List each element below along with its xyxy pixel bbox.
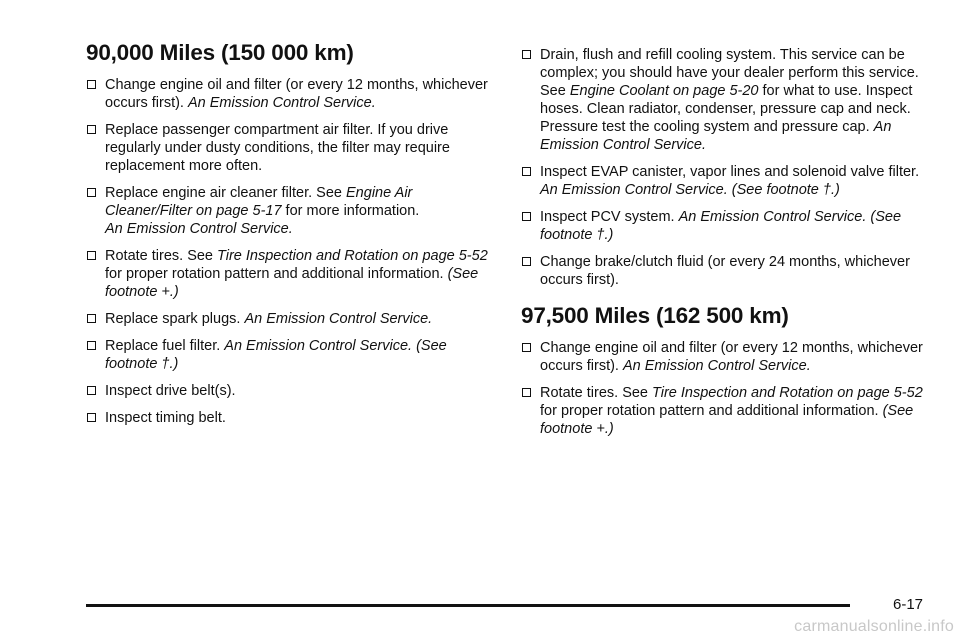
list-item: Replace fuel filter. An Emission Control Service. (See footnote †.) [86,337,498,373]
checkbox-icon [522,212,531,221]
list-item: Inspect PCV system. An Emission Control Service. (See footnote †.) [521,208,931,244]
checkbox-icon [87,413,96,422]
list-item: Change engine oil and filter (or every 12 months, whichever occurs first). An Emission Control Service. [521,339,931,375]
left-column [86,40,498,436]
list-item: Change engine oil and filter (or every 12 months, whichever occurs first). An Emission Control Service. [86,76,498,112]
list-item: Rotate tires. See Tire Inspection and Rotation on page 5-52 for proper rotation pattern and additional information. (See footnote +.) [86,247,498,301]
list-item: Inspect EVAP canister, vapor lines and solenoid valve filter. An Emission Control Service. (See footnote †.) [521,163,931,199]
checklist-90000 [86,76,498,427]
section-heading-90000: 90,000 Miles (150 000 km) [86,40,354,65]
list-item: Inspect drive belt(s). [86,382,498,400]
checkbox-icon [522,167,531,176]
checklist-97500 [521,339,931,438]
checkbox-icon [87,188,96,197]
list-item: Inspect timing belt. [86,409,498,427]
list-item: Drain, flush and refill cooling system. This service can be complex; you should have your dealer perform this service. See Engine Coolant on page 5-20 for what to use. Inspect hoses. Clean radiator, condenser, pressure cap and neck. Pressure test the cooling system and pressure cap. An Emission Control Service. [521,46,931,154]
list-item: Rotate tires. See Tire Inspection and Rotation on page 5-52 for proper rotation pattern and additional information. (See footnote +.) [521,384,931,438]
list-item: Replace engine air cleaner filter. See Engine Air Cleaner/Filter on page 5-17 for more information. An Emission Control Service. [86,184,498,238]
checkbox-icon [87,125,96,134]
right-column [521,40,931,447]
page-number: 6-17 [893,596,924,613]
checkbox-icon [87,386,96,395]
checkbox-icon [522,50,531,59]
list-item: Change brake/clutch fluid (or every 24 months, whichever occurs first). [521,253,931,289]
checklist-90000-continued [521,46,931,289]
footer-rule [86,604,850,607]
checkbox-icon [522,343,531,352]
checkbox-icon [522,388,531,397]
list-item: Replace passenger compartment air filter. If you drive regularly under dusty conditions, the filter may require replacement more often. [86,121,498,175]
list-item: Replace spark plugs. An Emission Control Service. [86,310,498,328]
watermark: carmanualsonline.info [794,618,954,635]
checkbox-icon [87,80,96,89]
checkbox-icon [522,257,531,266]
section-heading-97500: 97,500 Miles (162 500 km) [521,303,789,328]
checkbox-icon [87,251,96,260]
checkbox-icon [87,341,96,350]
checkbox-icon [87,314,96,323]
